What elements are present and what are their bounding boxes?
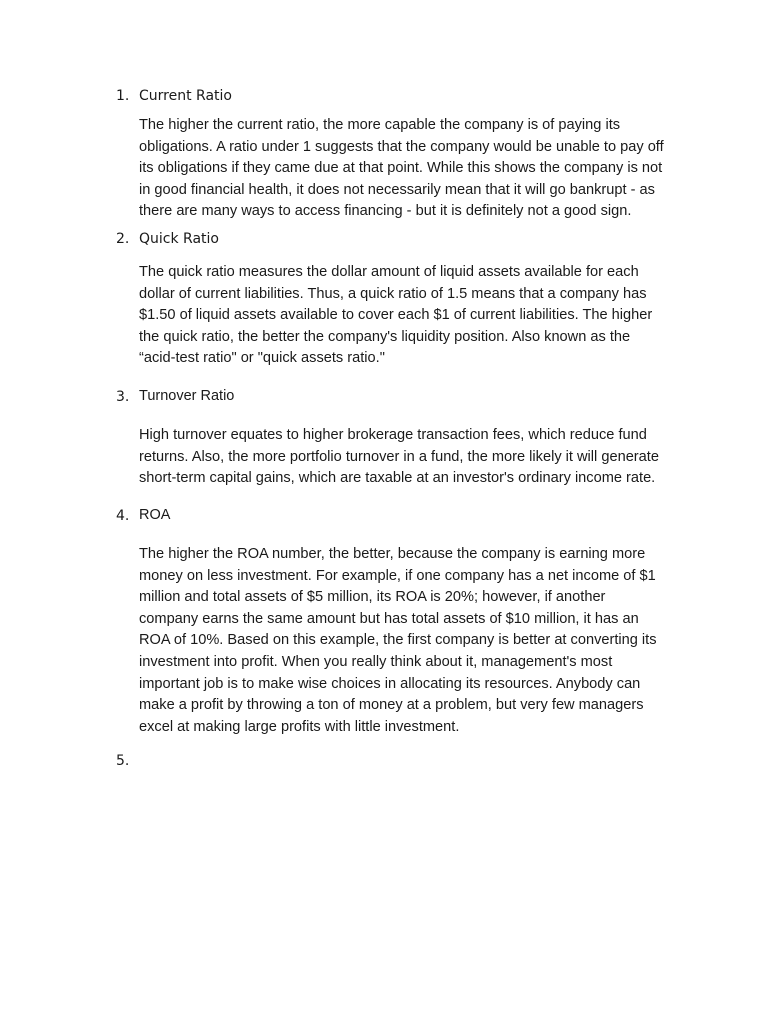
paragraph-line: short-term capital gains, which are taxable at an investor's ordinary income rate. [139, 470, 656, 487]
paragraph-line: company earns the same amount but has total assets of $10 million, it has an [139, 610, 639, 627]
item-title-quick-ratio: Quick Ratio [139, 231, 219, 247]
list-number-5: 5. [116, 753, 130, 769]
item-title-turnover-ratio: Turnover Ratio [139, 388, 235, 404]
paragraph-line: The quick ratio measures the dollar amount of liquid assets available for each [139, 264, 639, 280]
paragraph-line: there are many ways to access financing - but it is definitely not a good sign. [139, 203, 632, 220]
list-number-4: 4. [116, 508, 130, 524]
paragraph-line: investment into profit. When you really think about it, management's most [139, 653, 613, 670]
paragraph-line: $1.50 of liquid assets available to cover each $1 of current liabilities. The higher [139, 307, 653, 324]
list-number-1: 1. [116, 88, 130, 104]
item-title-roa: ROA [139, 507, 171, 523]
paragraph-line: ROA of 10%. Based on this example, the first company is better at converting its [139, 632, 657, 649]
paragraph-line: returns. Also, the more portfolio turnover in a fund, the more likely it will generate [139, 448, 659, 465]
item-paragraph-current-ratio [139, 115, 664, 223]
paragraph-line: obligations. A ratio under 1 suggests that the company would be unable to pay off [139, 138, 664, 155]
list-number-2: 2. [116, 231, 130, 247]
paragraph-line: The higher the current ratio, the more capable the company is of paying its [139, 117, 621, 133]
paragraph-line: The higher the ROA number, the better, because the company is earning more [139, 546, 646, 562]
item-paragraph-roa [139, 544, 664, 738]
paragraph-line: excel at making large profits with little investment. [139, 718, 460, 735]
item-title-current-ratio: Current Ratio [139, 88, 232, 104]
paragraph-line: its obligations if they came due at that point. While this shows the company is not [139, 160, 663, 177]
paragraph-line: money on less investment. For example, if one company has a net income of $1 [139, 567, 656, 584]
paragraph-line: High turnover equates to higher brokerage transaction fees, which reduce fund [139, 427, 647, 443]
paragraph-line: “acid-test ratio" or "quick assets ratio." [139, 350, 385, 367]
list-number-3: 3. [116, 389, 130, 405]
paragraph-line: million and total assets of $5 million, its ROA is 20%; however, if another [139, 589, 606, 606]
paragraph-line: dollar of current liabilities. Thus, a quick ratio of 1.5 means that a company has [139, 285, 647, 302]
paragraph-line: important job is to make wise choices in allocating its resources. Anybody can [139, 675, 641, 692]
paragraph-line: make a profit by throwing a ton of money at a problem, but very few managers [139, 697, 644, 714]
paragraph-line: in good financial health, it does not necessarily mean that it will go bankrupt - as [139, 181, 655, 198]
item-paragraph-turnover-ratio [139, 425, 664, 490]
paragraph-line: the quick ratio, the better the company's liquidity position. Also known as the [139, 328, 631, 345]
item-paragraph-quick-ratio [139, 262, 664, 370]
